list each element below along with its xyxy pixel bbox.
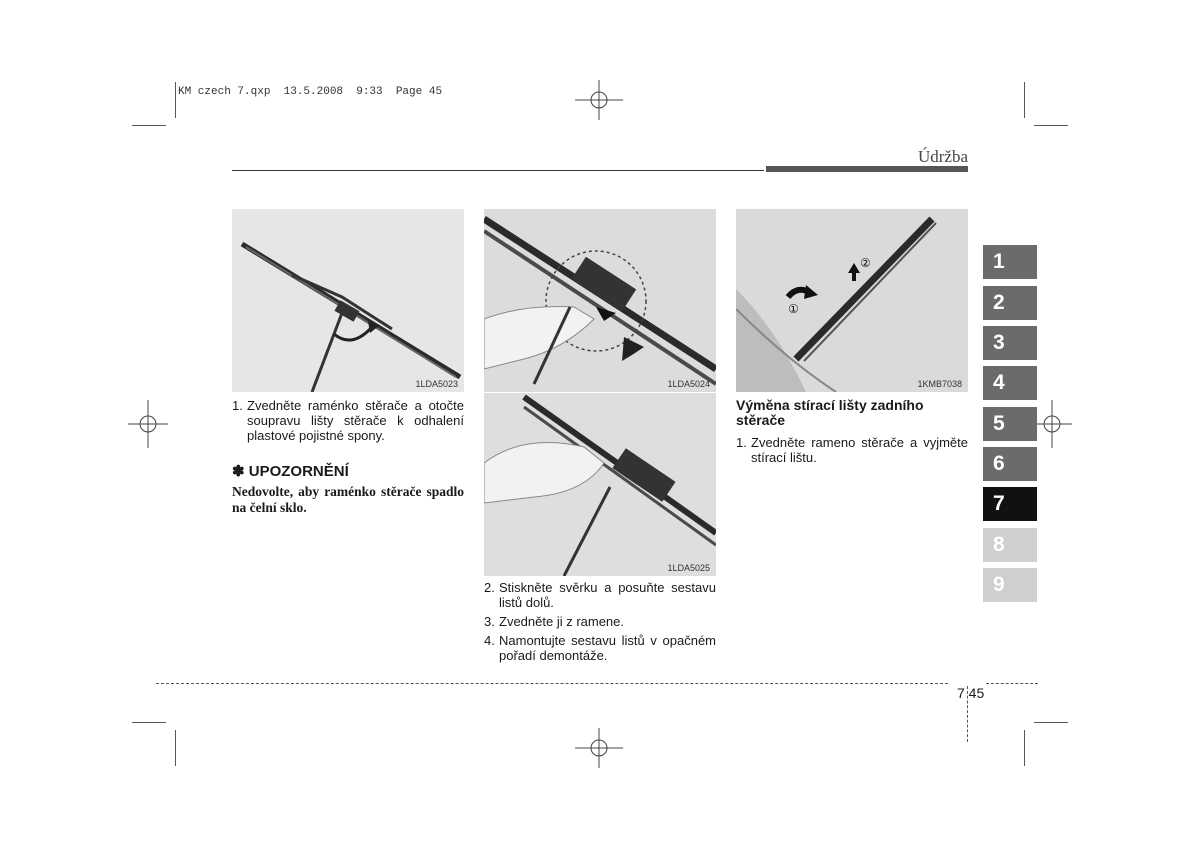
chapter-tab-1[interactable]: 1 xyxy=(983,245,1037,279)
registration-mark-right xyxy=(1032,400,1072,448)
chapter-tab-6[interactable]: 6 xyxy=(983,447,1037,481)
step-number: 4. xyxy=(484,633,495,648)
rear-wiper-illustration xyxy=(736,209,968,392)
registration-mark-top xyxy=(575,80,623,120)
figure-rear-wiper xyxy=(736,209,968,392)
marker-2: ② xyxy=(860,256,871,270)
figure-code: 1LDA5023 xyxy=(415,379,458,389)
figure-code: 1KMB7038 xyxy=(917,379,962,389)
chapter-tab-9[interactable]: 9 xyxy=(983,568,1037,602)
chapter-tab-8[interactable]: 8 xyxy=(983,528,1037,562)
step-text: Stiskněte svěrku a posuňte sestavu listů dolů. xyxy=(499,580,716,610)
figure-code: 1LDA5024 xyxy=(667,379,710,389)
marker-1: ① xyxy=(788,302,799,316)
step-number: 1. xyxy=(736,435,747,450)
step-1-col3 xyxy=(736,435,968,465)
step-3 xyxy=(484,614,716,629)
header-rule-accent xyxy=(766,166,968,172)
figure-press-clip xyxy=(484,209,716,392)
rear-wiper-heading: Výměna stírací lišty zadního stěrače xyxy=(736,397,924,428)
section-title: Údržba xyxy=(917,147,968,166)
caution-text: Nedovolte, aby raménko stěrače spadlo na čelní sklo. xyxy=(232,484,464,515)
chapter-tab-5[interactable]: 5 xyxy=(983,407,1037,441)
step-text: Zvedněte raménko stěrače a otočte soupravu lišty stěrače k odhalení plastové pojistné spony. xyxy=(247,398,464,443)
caution-title: ✽ UPOZORNĚNÍ xyxy=(232,463,349,480)
figure-slide-blade xyxy=(484,393,716,576)
step-number: 1. xyxy=(232,398,243,413)
step-text: Namontujte sestavu listů v opačném pořadí demontáže. xyxy=(499,633,716,663)
figure-wiper-lift xyxy=(232,209,464,392)
footer-rule-right xyxy=(986,683,1038,684)
page-number: 7 45 xyxy=(957,685,985,701)
step-number: 2. xyxy=(484,580,495,595)
chapter-tab-7[interactable]: 7 xyxy=(983,487,1037,521)
footer-rule-left xyxy=(156,683,948,684)
chapter-tab-3[interactable]: 3 xyxy=(983,326,1037,360)
registration-mark-bottom xyxy=(575,728,623,768)
step-text: Zvedněte ji z ramene. xyxy=(499,614,625,629)
slide-blade-illustration xyxy=(484,393,716,576)
step-text: Zvedněte rameno stěrače a vyjměte stírací lištu. xyxy=(751,435,968,465)
press-clip-illustration xyxy=(484,209,716,392)
chapter-tab-2[interactable]: 2 xyxy=(983,286,1037,320)
header-rule xyxy=(232,170,764,171)
figure-code: 1LDA5025 xyxy=(667,563,710,573)
print-slug: KM czech 7.qxp 13.5.2008 9:33 Page 45 xyxy=(178,86,443,98)
step-1-col1 xyxy=(232,398,464,443)
registration-mark-left xyxy=(128,400,168,448)
page-number-separator xyxy=(967,686,968,742)
step-4 xyxy=(484,633,716,663)
step-2 xyxy=(484,580,716,610)
chapter-tab-4[interactable]: 4 xyxy=(983,366,1037,400)
wiper-lift-illustration xyxy=(232,209,464,392)
step-number: 3. xyxy=(484,614,495,629)
